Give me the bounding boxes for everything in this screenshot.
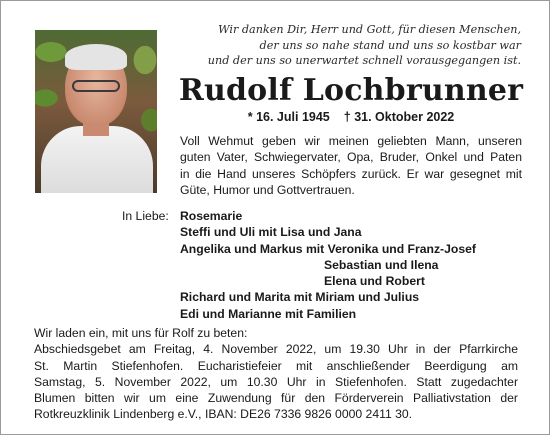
quote-line: Wir danken Dir, Herr und Gott, für diesen Menschen,: [218, 23, 521, 36]
mourner-line: Rosemarie: [180, 209, 243, 223]
shirt-shape: [41, 126, 153, 193]
service-line: Wir laden ein, mit uns für Rolf zu beten:: [34, 326, 248, 340]
memorial-quote: [189, 22, 521, 69]
message-line: Güte, Humor und Gottvertrauen.: [180, 182, 355, 197]
mourner-line: Edi und Marianne mit Familien: [180, 306, 357, 321]
mourner-line: Angelika und Markus mit Veronika und Franz-Josef: [180, 241, 476, 256]
service-line: Rotkreuzklinik Lindenberg e.V., IBAN: DE26 7336 9826 0000 2411 30.: [34, 407, 413, 422]
service-line: Samstag, 5. November 2022, um 10.30 Uhr in Stiefenhofen. Statt zugedachter: [34, 374, 518, 389]
mourner-line: Sebastian und Ilena: [324, 257, 439, 272]
quote-line: der uns so nahe stand und uns so kostbar war: [259, 38, 521, 52]
mourners-list: [180, 208, 530, 322]
mourner-line: Steffi und Uli mit Lisa und Jana: [180, 225, 362, 240]
message-line: guten Vater, Schwiegervater, Opa, Bruder, Onkel und Paten: [180, 150, 522, 165]
deceased-name: Rudolf Lochbrunner: [178, 73, 524, 108]
condolence-message: [180, 133, 522, 198]
life-dates: [169, 109, 533, 125]
in-love-label: In Liebe:: [122, 209, 169, 223]
service-line: Abschiedsgebet am Freitag, 4. November 2022, um 19.30 Uhr in der Pfarrkirche: [34, 342, 518, 357]
mourner-line: Elena und Robert: [324, 274, 425, 289]
glasses-shape: [72, 80, 120, 92]
mourner-line: Richard und Marita mit Miriam und Julius: [180, 290, 420, 305]
service-line: St. Martin Stiefenhofen. Eucharistiefeier mit anschließender Beerdigung am: [34, 358, 518, 373]
message-line: in die Hand unseres Schöpfers zurück. Er war gesegnet mit: [180, 166, 522, 181]
birth-date: * 16. Juli 1945: [247, 110, 330, 124]
hair-shape: [65, 44, 127, 70]
service-line: Blumen bitten wir um eine Zuwendung für den Förderverein Palliativstation der: [34, 391, 518, 406]
death-date: † 31. Oktober 2022: [343, 110, 455, 124]
quote-line: und der uns so unerwartet schnell vorausgegangen ist.: [207, 54, 521, 68]
message-line: Voll Wehmut geben wir meinen geliebten Mann, unseren: [180, 134, 522, 148]
portrait-photo: [35, 30, 157, 193]
service-details: [34, 325, 518, 423]
